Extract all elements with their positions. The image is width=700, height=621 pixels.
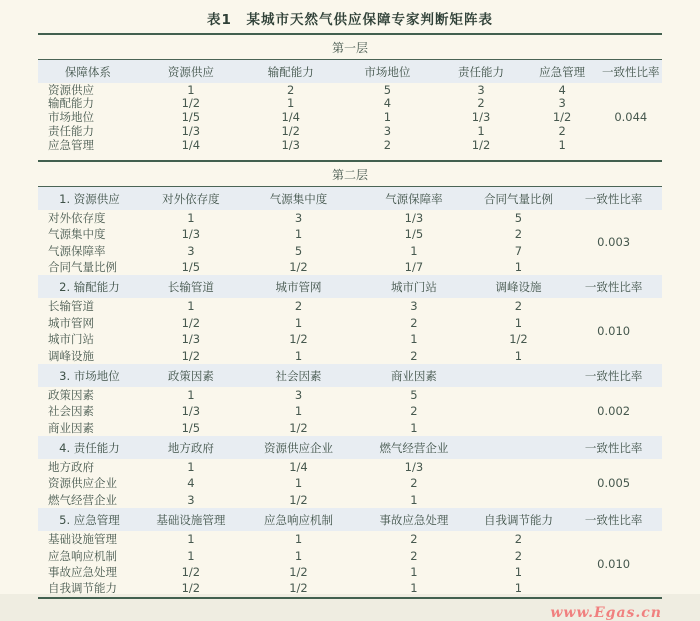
cr-column-header: 一致性比率: [565, 508, 662, 531]
matrix-row: [38, 111, 662, 125]
matrix-value: 1: [294, 348, 303, 363]
matrix-row: [38, 210, 662, 226]
matrix-value: 1/3: [471, 110, 491, 125]
column-header: 地方政府: [141, 436, 241, 459]
consistency-ratio-value: 0.005: [597, 476, 631, 491]
matrix-value: 1/2: [181, 315, 201, 330]
column-header: 政策因素: [141, 364, 241, 387]
row-label: 应急响应机制: [48, 548, 117, 563]
corner-header: 3. 市场地位: [38, 364, 141, 387]
matrix-value: 3: [383, 124, 392, 139]
row-label: 输配能力: [48, 96, 94, 111]
matrix-value: 1/2: [181, 564, 201, 579]
matrix-value: 3: [477, 82, 485, 97]
matrix-header-row: [38, 186, 662, 210]
row-label: 社会因素: [48, 404, 94, 419]
row-label: 事故应急处理: [48, 564, 117, 579]
matrix-value: 1: [477, 124, 485, 139]
matrix-value: 3: [187, 243, 195, 258]
matrix-value: 1: [410, 243, 418, 258]
column-header: 市场地位: [338, 60, 438, 84]
matrix-value: 1/2: [552, 110, 572, 125]
matrix-value: 5: [294, 243, 303, 258]
row-label: 城市门站: [48, 332, 94, 347]
matrix-value: 1: [514, 564, 523, 579]
matrix-value: 2: [294, 299, 303, 314]
column-header: 资源供应企业: [241, 436, 356, 459]
matrix-value: 1: [187, 82, 195, 97]
row-label: 气源集中度: [48, 227, 106, 242]
row-label: 自我调节能力: [48, 581, 117, 596]
matrix-header-row: [38, 508, 662, 531]
matrix-value: 1: [187, 387, 195, 402]
matrix-value: 1/2: [289, 420, 308, 435]
row-label: 城市管网: [48, 315, 94, 330]
matrix-value: 3: [294, 210, 303, 225]
column-header: 气源保障率: [356, 186, 471, 210]
column-header: 调峰设施: [472, 275, 566, 298]
column-header: 城市管网: [241, 275, 356, 298]
row-label: 长输管道: [48, 299, 94, 314]
matrix-value: 1/2: [289, 581, 308, 596]
matrix-value: 1: [187, 548, 195, 563]
layer2-section1-matrix-table: [38, 186, 662, 276]
matrix-value: 1/4: [181, 138, 201, 153]
matrix-value: 1/5: [404, 227, 424, 242]
matrix-value: 1: [294, 476, 303, 491]
matrix-value: 3: [294, 387, 303, 402]
consistency-ratio-value: 0.002: [597, 404, 631, 419]
matrix-value: 1/2: [509, 332, 528, 347]
matrix-value: 1/5: [181, 260, 201, 275]
column-header: 商业因素: [356, 364, 471, 387]
matrix-value: 1: [187, 532, 195, 547]
empty-header-cell: [472, 364, 566, 387]
column-header: 合同气量比例: [472, 186, 566, 210]
matrix-value: 1: [287, 96, 295, 111]
matrix-value: 1/7: [404, 260, 424, 275]
matrix-value: 1: [514, 348, 523, 363]
matrix-value: 1: [187, 299, 195, 314]
matrix-value: 2: [514, 532, 523, 547]
empty-cell: [472, 475, 566, 491]
matrix-value: 1: [187, 460, 195, 475]
empty-cell: [472, 420, 566, 436]
matrix-value: 3: [187, 492, 195, 507]
matrix-value: 1/2: [289, 260, 308, 275]
column-header: 应急管理: [525, 60, 600, 84]
matrix-value: 1: [558, 138, 566, 153]
matrix-value: 1: [294, 548, 303, 563]
matrix-row: [38, 531, 662, 547]
matrix-row: [38, 298, 662, 314]
matrix-row: [38, 387, 662, 403]
empty-cell: [472, 387, 566, 403]
cr-column-header: 一致性比率: [565, 364, 662, 387]
table-content: [38, 33, 662, 621]
empty-cell: [472, 492, 566, 508]
layer2-section3-matrix-table: [38, 364, 662, 436]
layer2-section4-matrix-table: [38, 436, 662, 508]
matrix-value: 1/2: [289, 492, 308, 507]
matrix-value: 3: [410, 299, 418, 314]
matrix-value: 4: [187, 476, 195, 491]
consistency-ratio-value: 0.010: [597, 323, 631, 338]
matrix-value: 1: [410, 564, 418, 579]
matrix-value: 1: [410, 492, 418, 507]
column-header: 基础设施管理: [141, 508, 241, 531]
matrix-row: [38, 125, 662, 139]
cr-column-header: 一致性比率: [600, 60, 662, 84]
matrix-value: 1: [410, 581, 418, 596]
row-label: 地方政府: [48, 460, 94, 475]
row-label: 责任能力: [48, 124, 94, 139]
matrix-value: 1: [187, 210, 195, 225]
matrix-value: 2: [477, 96, 485, 111]
column-header: 气源集中度: [241, 186, 356, 210]
row-label: 市场地位: [48, 110, 94, 125]
matrix-value: 1/2: [281, 124, 300, 139]
column-header: 城市门站: [356, 275, 471, 298]
matrix-row: [38, 97, 662, 111]
layer2-section2-matrix-table: [38, 275, 662, 364]
column-header: 对外依存度: [141, 186, 241, 210]
matrix-value: 1/2: [181, 348, 201, 363]
matrix-value: 1: [294, 532, 303, 547]
matrix-value: 2: [410, 404, 418, 419]
watermark-text: www.Egas.cn: [550, 604, 662, 621]
consistency-ratio-value: 0.044: [614, 110, 648, 125]
matrix-header-row: [38, 60, 662, 84]
matrix-value: 1/2: [181, 96, 201, 111]
matrix-value: 3: [558, 96, 566, 111]
row-label: 基础设施管理: [48, 532, 117, 547]
matrix-value: 1/5: [181, 420, 201, 435]
matrix-value: 1/3: [404, 210, 424, 225]
layer1-label: 第一层: [331, 41, 368, 55]
row-label: 燃气经营企业: [48, 492, 117, 507]
cr-column-header: 一致性比率: [565, 275, 662, 298]
matrix-value: 4: [383, 96, 392, 111]
corner-header: 1. 资源供应: [38, 186, 141, 210]
matrix-header-row: [38, 275, 662, 298]
matrix-value: 1: [383, 110, 392, 125]
row-label: 资源供应: [48, 82, 94, 97]
corner-header: 5. 应急管理: [38, 508, 141, 531]
cr-column-header: 一致性比率: [565, 436, 662, 459]
matrix-value: 1/4: [289, 460, 308, 475]
matrix-value: 7: [514, 243, 523, 258]
row-label: 应急管理: [48, 138, 94, 153]
matrix-value: 1/2: [181, 581, 201, 596]
corner-header: 2. 输配能力: [38, 275, 141, 298]
matrix-row: [38, 83, 662, 97]
matrix-value: 1/2: [289, 332, 308, 347]
column-header: 自我调节能力: [472, 508, 566, 531]
consistency-ratio-value: 0.010: [597, 556, 631, 571]
matrix-value: 1: [514, 581, 523, 596]
row-label: 政策因素: [48, 387, 94, 402]
matrix-value: 1/3: [181, 124, 201, 139]
matrix-row: [38, 459, 662, 475]
matrix-value: 1/4: [281, 110, 300, 125]
matrix-value: 5: [383, 82, 392, 97]
matrix-value: 5: [514, 210, 523, 225]
row-label: 气源保障率: [48, 243, 106, 258]
matrix-value: 1/3: [281, 138, 300, 153]
matrix-value: 1/2: [289, 564, 308, 579]
layer1-matrix-table: [38, 59, 662, 153]
matrix-header-row: [38, 364, 662, 387]
empty-cell: [472, 459, 566, 475]
matrix-value: 1: [514, 260, 523, 275]
consistency-ratio-value: 0.003: [597, 235, 631, 250]
matrix-value: 2: [410, 315, 418, 330]
matrix-value: 1: [514, 315, 523, 330]
matrix-value: 2: [410, 348, 418, 363]
matrix-value: 2: [558, 124, 566, 139]
matrix-value: 2: [514, 548, 523, 563]
table-title: 表1 某城市天然气供应保障专家判断矩阵表: [207, 12, 493, 28]
watermark-row: [38, 599, 662, 621]
column-header: 输配能力: [244, 60, 338, 84]
column-header: 长输管道: [141, 275, 241, 298]
row-label: 调峰设施: [48, 348, 94, 363]
matrix-header-row: [38, 436, 662, 459]
matrix-value: 2: [383, 138, 392, 153]
empty-header-cell: [472, 436, 566, 459]
matrix-value: 1: [410, 332, 418, 347]
column-header: 社会因素: [241, 364, 356, 387]
matrix-value: 2: [514, 299, 523, 314]
row-label: 合同气量比例: [48, 260, 117, 275]
empty-cell: [472, 403, 566, 419]
matrix-value: 1/3: [181, 404, 201, 419]
matrix-value: 1/2: [471, 138, 491, 153]
matrix-value: 1: [294, 315, 303, 330]
matrix-value: 1/3: [181, 227, 201, 242]
corner-header: 保障体系: [38, 60, 138, 84]
matrix-value: 5: [410, 387, 418, 402]
row-label: 资源供应企业: [48, 476, 117, 491]
matrix-value: 1: [294, 404, 303, 419]
layer2-label: 第二层: [331, 167, 368, 182]
matrix-value: 1: [410, 420, 418, 435]
row-label: 商业因素: [48, 420, 94, 435]
column-header: 应急响应机制: [241, 508, 356, 531]
matrix-row: [38, 139, 662, 153]
matrix-value: 2: [287, 82, 295, 97]
layer2-section5-matrix-table: [38, 508, 662, 597]
matrix-value: 1/3: [404, 460, 424, 475]
matrix-value: 4: [558, 82, 566, 97]
cr-column-header: 一致性比率: [565, 186, 662, 210]
matrix-value: 1: [294, 227, 303, 242]
matrix-value: 1/5: [181, 110, 201, 125]
column-header: 责任能力: [437, 60, 524, 84]
column-header: 事故应急处理: [356, 508, 471, 531]
matrix-value: 1/3: [181, 332, 201, 347]
column-header: 资源供应: [138, 60, 244, 84]
column-header: 燃气经营企业: [356, 436, 471, 459]
row-label: 对外依存度: [48, 210, 106, 225]
matrix-value: 2: [410, 532, 418, 547]
matrix-value: 2: [410, 548, 418, 563]
matrix-value: 2: [410, 476, 418, 491]
matrix-value: 2: [514, 227, 523, 242]
corner-header: 4. 责任能力: [38, 436, 141, 459]
